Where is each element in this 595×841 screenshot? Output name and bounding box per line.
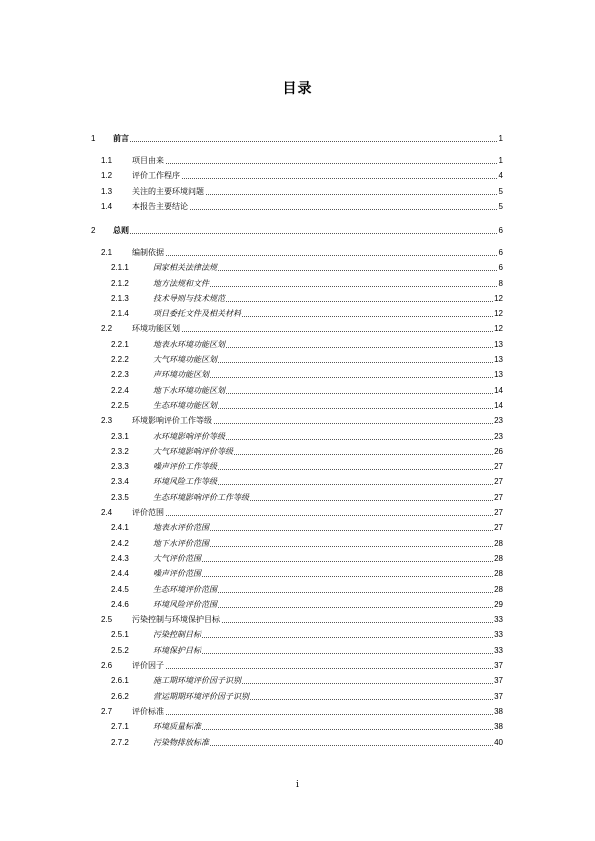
- toc-entry-number: 1.1: [101, 156, 113, 165]
- toc-leader-dots: [153, 637, 499, 638]
- toc-entry[interactable]: [0, 338, 595, 352]
- toc-entry-title: 环境保护目标: [153, 644, 202, 658]
- toc-entry-title: 国家相关法律法规: [153, 261, 218, 275]
- toc-entry-number: 2.1.4: [111, 309, 129, 319]
- toc-entry-number: 2.3.1: [111, 431, 129, 441]
- toc-entry[interactable]: [0, 445, 595, 459]
- toc-entry-number: 2.4.5: [111, 584, 129, 594]
- toc-entry-page: 12: [493, 292, 503, 306]
- toc-entry-page: 1: [498, 132, 503, 146]
- toc-entry-number: 2.6: [101, 661, 113, 670]
- toc-entry-title: 技术导则与技术规范: [153, 292, 226, 306]
- toc-entry-number: 2.2: [101, 324, 113, 334]
- toc-entry[interactable]: [0, 552, 595, 566]
- toc-leader-dots: [113, 233, 499, 234]
- toc-entry-page: 28: [493, 583, 503, 597]
- toc-entry-number: 2.1.2: [111, 278, 129, 288]
- toc-entry-title: 大气环境影响评价等级: [153, 445, 234, 459]
- toc-entry-title: 污染控制目标: [153, 628, 202, 642]
- toc-entry-number: 2.3.4: [111, 477, 129, 487]
- toc-entry-number: 2.7: [101, 706, 113, 716]
- toc-entry-title: 营运期期环境评价因子识别: [153, 690, 250, 704]
- toc-entry-number: 2.4.1: [111, 523, 129, 533]
- toc-entry-number: 2.4: [101, 508, 113, 517]
- toc-entry[interactable]: [0, 307, 595, 321]
- toc-entry-number: 2.2.3: [111, 370, 129, 380]
- toc-entry-title: 关注的主要环境问题: [132, 185, 205, 199]
- toc-entry-page: 28: [493, 567, 503, 581]
- toc-leader-dots: [132, 178, 499, 179]
- toc-entry-title: 大气环境功能区划: [153, 353, 218, 367]
- toc-entry[interactable]: [0, 460, 595, 474]
- toc-entry-title: 前言: [113, 132, 130, 146]
- toc-leader-dots: [153, 576, 499, 577]
- toc-leader-dots: [153, 653, 499, 654]
- toc-entry[interactable]: [0, 491, 595, 505]
- toc-entry-page: 29: [493, 598, 503, 612]
- toc-entry[interactable]: [0, 154, 595, 168]
- toc-entry-title: 本报告主要结论: [132, 200, 189, 214]
- toc-entry[interactable]: [0, 430, 595, 444]
- toc-entry-number: 2.7.1: [111, 722, 129, 732]
- toc-entry-page: 14: [493, 384, 503, 398]
- toc-entry[interactable]: [0, 705, 595, 719]
- toc-entry-number: 2.3: [101, 416, 113, 426]
- toc-entry-page: 40: [493, 736, 503, 750]
- toc-leader-dots: [132, 255, 499, 256]
- page-number-footer: i: [296, 780, 299, 790]
- toc-entry[interactable]: [0, 200, 595, 214]
- toc-entry-page: 8: [498, 277, 503, 291]
- toc-entry[interactable]: [0, 644, 595, 658]
- toc-entry[interactable]: [0, 261, 595, 275]
- toc-entry-page: 28: [493, 537, 503, 551]
- toc-entry-title: 生态环境评价范围: [153, 583, 218, 597]
- toc-entry[interactable]: [0, 521, 595, 535]
- toc-leader-dots: [153, 729, 499, 730]
- toc-entry-number: 2.5.1: [111, 630, 129, 640]
- toc-entry-page: 27: [493, 460, 503, 474]
- toc-entry[interactable]: [0, 598, 595, 612]
- toc-entry[interactable]: [0, 414, 595, 428]
- toc-entry-page: 14: [493, 399, 503, 413]
- toc-entry-number: 1: [91, 134, 96, 143]
- toc-entry[interactable]: [0, 169, 595, 183]
- toc-entry-page: 27: [493, 506, 503, 520]
- toc-entry[interactable]: [0, 736, 595, 750]
- toc-entry[interactable]: [0, 720, 595, 734]
- toc-entry-title: 噪声评价范围: [153, 567, 202, 581]
- toc-entry[interactable]: [0, 277, 595, 291]
- toc-entry-number: 2.2.5: [111, 400, 129, 410]
- toc-entry[interactable]: [0, 384, 595, 398]
- toc-entry-title: 环境质量标准: [153, 720, 202, 734]
- page-title: 目录: [282, 81, 313, 97]
- toc-entry-number: 2: [91, 225, 96, 235]
- toc-entry-number: 2.5.2: [111, 645, 129, 655]
- toc-entry-number: 2.5: [101, 615, 113, 625]
- toc-leader-dots: [132, 331, 499, 332]
- toc-entry-title: 环境功能区划: [132, 322, 181, 336]
- toc-entry-title: 环境风险工作等级: [153, 475, 218, 489]
- toc-entry[interactable]: [0, 353, 595, 367]
- toc-entry-title: 生态环境功能区划: [153, 399, 218, 413]
- toc-entry-number: 2.3.3: [111, 462, 129, 472]
- toc-entry-number: 2.7.2: [111, 737, 129, 747]
- toc-entry-page: 38: [493, 705, 503, 719]
- toc-entry-number: 2.2.1: [111, 339, 129, 349]
- toc-entry-page: 27: [493, 491, 503, 505]
- toc-entry-title: 评价标准: [132, 705, 165, 719]
- toc-entry-title: 编制依据: [132, 246, 165, 260]
- toc-entry-number: 2.4.4: [111, 569, 129, 579]
- toc-entry-number: 2.2.4: [111, 385, 129, 395]
- toc-entry-title: 项目由来: [132, 154, 165, 168]
- toc-entry-number: 2.1: [101, 247, 113, 257]
- toc-entry-title: 施工期环境评价因子识别: [153, 674, 242, 688]
- toc-entry[interactable]: [0, 322, 595, 336]
- toc-entry-page: 1: [498, 154, 503, 168]
- toc-entry-title: 地下水环境功能区划: [153, 384, 226, 398]
- toc-entry-number: 1.4: [101, 201, 113, 211]
- toc-entry-page: 12: [493, 307, 503, 321]
- toc-entry-number: 2.3.2: [111, 446, 129, 456]
- toc-entry-title: 评价工作程序: [132, 169, 181, 183]
- toc-entry-title: 环境风险评价范围: [153, 598, 218, 612]
- toc-entry[interactable]: [0, 506, 595, 520]
- toc-entry[interactable]: [0, 583, 595, 597]
- toc-entry-page: 23: [493, 414, 503, 428]
- toc-entry-page: 33: [493, 628, 503, 642]
- toc-entry[interactable]: [0, 674, 595, 688]
- toc-entry[interactable]: [0, 399, 595, 413]
- toc-entry-number: 2.1.3: [111, 293, 129, 303]
- toc-entry-title: 环境影响评价工作等级: [132, 414, 213, 428]
- toc-entry-page: 12: [493, 322, 503, 336]
- toc-entry-title: 污染物排放标准: [153, 736, 210, 750]
- toc-entry[interactable]: [0, 246, 595, 260]
- toc-entry-title: 地表水环境功能区划: [153, 338, 226, 352]
- toc-entry[interactable]: [0, 659, 595, 673]
- toc-leader-dots: [132, 668, 499, 669]
- toc-entry[interactable]: [0, 475, 595, 489]
- toc-entry[interactable]: [0, 185, 595, 199]
- toc-entry-title: 水环境影响评价等级: [153, 430, 226, 444]
- toc-entry-number: 1.3: [101, 186, 113, 196]
- toc-entry-page: 38: [493, 720, 503, 734]
- toc-entry-number: 2.2.2: [111, 355, 129, 364]
- toc-entry-title: 地下水评价范围: [153, 537, 210, 551]
- toc-entry-number: 2.4.6: [111, 599, 129, 609]
- toc-entry-number: 2.3.5: [111, 492, 129, 502]
- toc-entry-title: 项目委托文件及相关材料: [153, 307, 242, 321]
- toc-entry[interactable]: [0, 224, 595, 238]
- toc-entry-title: 地表水评价范围: [153, 521, 210, 535]
- toc-entry-title: 评价范围: [132, 506, 165, 520]
- toc-entry[interactable]: [0, 613, 595, 627]
- toc-entry-title: 污染控制与环境保护目标: [132, 613, 221, 627]
- toc-entry-title: 生态环境影响评价工作等级: [153, 491, 250, 505]
- toc-entry-page: 13: [493, 353, 503, 367]
- toc-entry-page: 5: [498, 185, 503, 199]
- toc-entry-title: 噪声评价工作等级: [153, 460, 218, 474]
- toc-leader-dots: [132, 515, 499, 516]
- toc-entry-title: 大气评价范围: [153, 552, 202, 566]
- toc-entry-number: 2.6.1: [111, 676, 129, 686]
- toc-entry-number: 2.6.2: [111, 691, 129, 701]
- toc-leader-dots: [153, 561, 499, 562]
- toc-entry-page: 28: [493, 552, 503, 566]
- toc-entry-number: 2.4.3: [111, 553, 129, 563]
- toc-entry-title: 地方法规和文件: [153, 277, 210, 291]
- toc-entry[interactable]: [0, 690, 595, 704]
- toc-entry-page: 27: [493, 521, 503, 535]
- toc-entry-page: 23: [493, 430, 503, 444]
- toc-entry-page: 37: [493, 690, 503, 704]
- toc-entry-page: 33: [493, 644, 503, 658]
- toc-entry-number: 2.4.2: [111, 538, 129, 548]
- toc-entry-page: 37: [493, 674, 503, 688]
- toc-leader-dots: [132, 714, 499, 715]
- toc-entry[interactable]: [0, 132, 595, 146]
- toc-entry-number: 2.1.1: [111, 263, 129, 273]
- toc-entry[interactable]: [0, 628, 595, 642]
- toc-entry-page: 5: [498, 200, 503, 214]
- toc-entry[interactable]: [0, 537, 595, 551]
- toc-entry-title: 总则: [113, 224, 130, 238]
- toc-entry-page: 4: [498, 169, 503, 183]
- toc-entry-page: 27: [493, 475, 503, 489]
- toc-leader-dots: [113, 141, 499, 142]
- toc-entry-page: 6: [498, 224, 503, 238]
- toc-entry[interactable]: [0, 567, 595, 581]
- toc-entry-page: 13: [493, 338, 503, 352]
- toc-entry[interactable]: [0, 368, 595, 382]
- toc-leader-dots: [132, 163, 499, 164]
- toc-entry-page: 13: [493, 368, 503, 382]
- toc-entry-title: 声环境功能区划: [153, 368, 210, 382]
- toc-entry-page: 37: [493, 659, 503, 673]
- toc-entry-page: 33: [493, 613, 503, 627]
- toc-entry-title: 评价因子: [132, 659, 165, 673]
- toc-entry-page: 6: [498, 261, 503, 275]
- toc-entry-page: 6: [498, 246, 503, 260]
- toc-entry-page: 26: [493, 445, 503, 459]
- toc-entry[interactable]: [0, 292, 595, 306]
- toc-entry-number: 1.2: [101, 171, 113, 181]
